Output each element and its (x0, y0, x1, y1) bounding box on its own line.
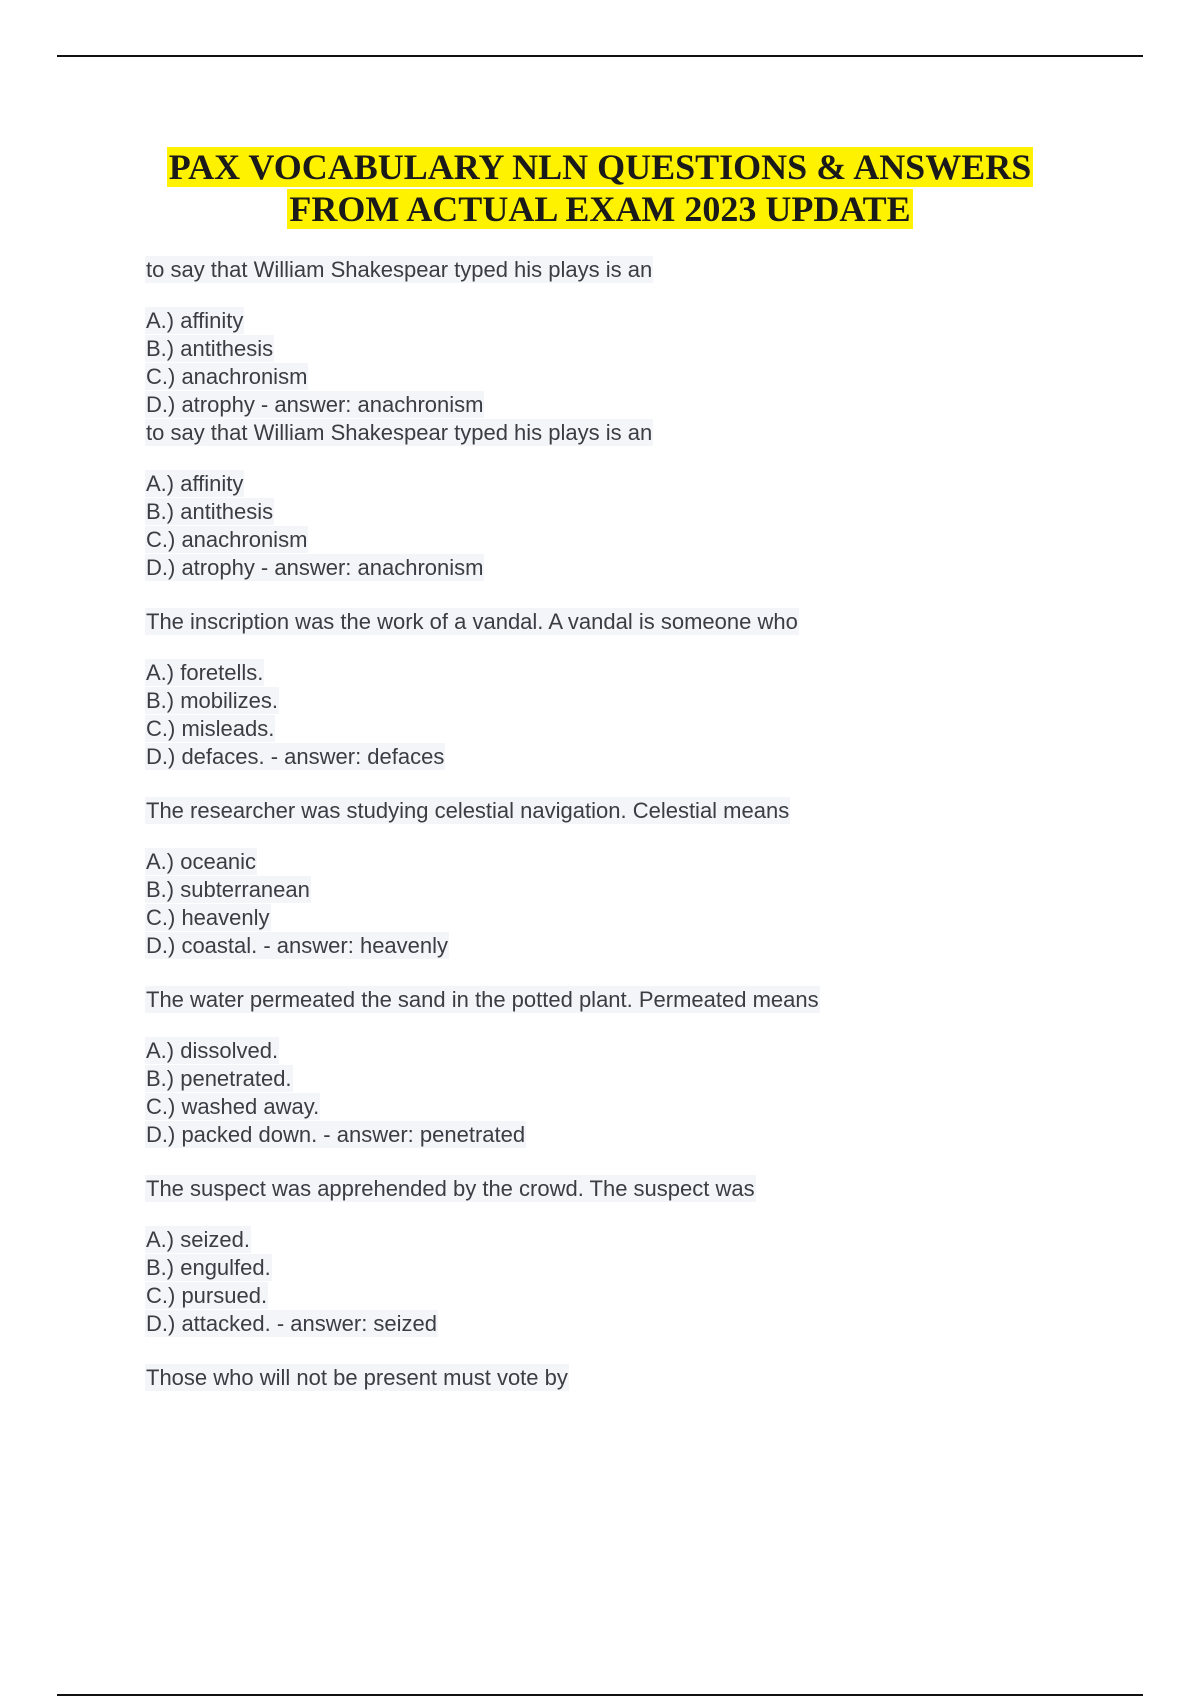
question-block (145, 797, 1075, 960)
option-c: C.) anachronism (146, 364, 308, 389)
option-c: C.) pursued. (146, 1283, 268, 1308)
question-block (145, 608, 1075, 771)
title-line-1: PAX VOCABULARY NLN QUESTIONS & ANSWERS (168, 147, 1032, 187)
question-list (145, 256, 1075, 1418)
top-rule (57, 55, 1143, 57)
option-a: A.) seized. (146, 1227, 250, 1252)
option-c: C.) heavenly (146, 905, 270, 930)
option-b: B.) antithesis (146, 336, 274, 361)
option-d-answer: D.) attacked. - answer: seized (146, 1311, 438, 1336)
option-b: B.) antithesis (146, 499, 274, 524)
option-d-answer: D.) defaces. - answer: defaces (146, 744, 445, 769)
document-title (0, 146, 1200, 230)
question-block (145, 986, 1075, 1149)
option-d-answer: D.) atrophy - answer: anachronism (146, 392, 484, 417)
option-b: B.) penetrated. (146, 1066, 292, 1091)
option-b: B.) mobilizes. (146, 688, 279, 713)
question-text: to say that William Shakespear typed his plays is an (146, 257, 653, 282)
question-block (145, 1364, 1075, 1392)
option-c: C.) misleads. (146, 716, 275, 741)
question-block (145, 1175, 1075, 1338)
option-b: B.) subterranean (146, 877, 310, 902)
question-text: The inscription was the work of a vandal. A vandal is someone who (146, 609, 798, 634)
question-block (145, 419, 1075, 582)
option-a: A.) dissolved. (146, 1038, 279, 1063)
option-c: C.) anachronism (146, 527, 308, 552)
title-line-2: FROM ACTUAL EXAM 2023 UPDATE (289, 189, 911, 229)
question-text: The water permeated the sand in the potted plant. Permeated means (146, 987, 819, 1012)
option-d-answer: D.) packed down. - answer: penetrated (146, 1122, 526, 1147)
question-text: The researcher was studying celestial navigation. Celestial means (146, 798, 790, 823)
option-a: A.) oceanic (146, 849, 257, 874)
bottom-rule (57, 1694, 1143, 1696)
option-b: B.) engulfed. (146, 1255, 271, 1280)
option-c: C.) washed away. (146, 1094, 320, 1119)
question-text: The suspect was apprehended by the crowd. The suspect was (146, 1176, 755, 1201)
question-text: to say that William Shakespear typed his plays is an (146, 420, 653, 445)
question-text: Those who will not be present must vote by (146, 1365, 568, 1390)
question-block (145, 256, 1075, 419)
option-d-answer: D.) coastal. - answer: heavenly (146, 933, 449, 958)
option-d-answer: D.) atrophy - answer: anachronism (146, 555, 484, 580)
option-a: A.) foretells. (146, 660, 264, 685)
option-a: A.) affinity (146, 308, 244, 333)
option-a: A.) affinity (146, 471, 244, 496)
